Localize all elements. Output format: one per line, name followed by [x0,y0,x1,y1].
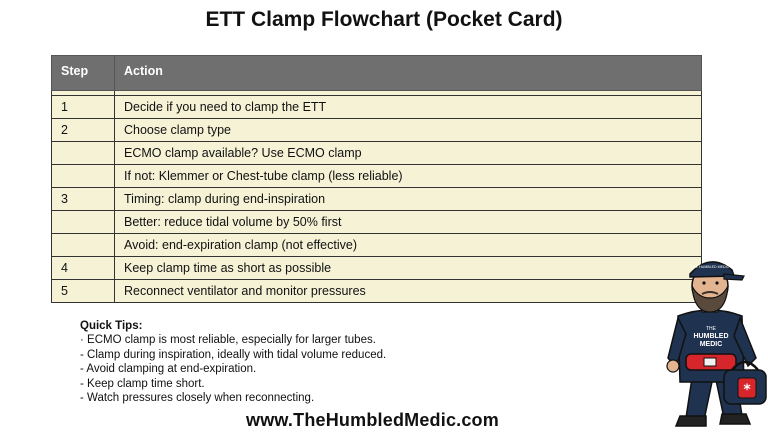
action-cell: Avoid: end-expiration clamp (not effective) [115,234,702,257]
svg-text:THE HUMBLED MEDIC: THE HUMBLED MEDIC [690,265,730,269]
action-cell: If not: Klemmer or Chest-tube clamp (less reliable) [115,165,702,188]
step-cell: 1 [52,96,115,119]
step-cell [52,142,115,165]
quick-tips [80,319,386,405]
step-cell [52,234,115,257]
step-cell: 4 [52,257,115,280]
website-url: www.TheHumbledMedic.com [246,410,499,430]
table-row [52,165,702,188]
table-row [52,234,702,257]
svg-text:HUMBLED: HUMBLED [693,333,729,340]
step-cell: 3 [52,188,115,211]
svg-text:MEDIC: MEDIC [699,341,723,348]
step-cell [52,165,115,188]
tip-item: - Keep clamp time short. [80,377,205,390]
step-cell: 2 [52,119,115,142]
tip-item: · ECMO clamp is most reliable, especially for larger tubes. [80,334,376,347]
tip-item: - Clamp during inspiration, ideally with tidal volume reduced. [80,348,387,361]
page-title: ETT Clamp Flowchart (Pocket Card) [205,8,563,31]
tip-item: - Avoid clamping at end-expiration. [80,363,257,376]
column-header-step: Step [52,56,115,91]
table-row [52,257,702,280]
step-cell [52,211,115,234]
action-cell: Keep clamp time as short as possible [115,257,702,280]
table-row [52,211,702,234]
svg-text:THE: THE [706,326,716,332]
quick-tips-heading: Quick Tips: [80,320,143,332]
table-row [52,119,702,142]
medic-mascot-illustration [664,250,768,432]
flowchart-table [51,55,702,303]
action-cell: Reconnect ventilator and monitor pressures [115,280,702,303]
table-row [52,188,702,211]
table-row [52,142,702,165]
action-cell: ECMO clamp available? Use ECMO clamp [115,142,702,165]
action-cell: Timing: clamp during end-inspiration [115,188,702,211]
action-cell: Decide if you need to clamp the ETT [115,96,702,119]
tip-item: - Watch pressures closely when reconnecting. [80,392,315,405]
table-row [52,96,702,119]
action-cell: Choose clamp type [115,119,702,142]
column-header-action: Action [115,56,702,91]
table-header-row [52,56,702,91]
step-cell: 5 [52,280,115,303]
action-cell: Better: reduce tidal volume by 50% first [115,211,702,234]
table-row [52,280,702,303]
svg-text:*: * [743,382,751,398]
